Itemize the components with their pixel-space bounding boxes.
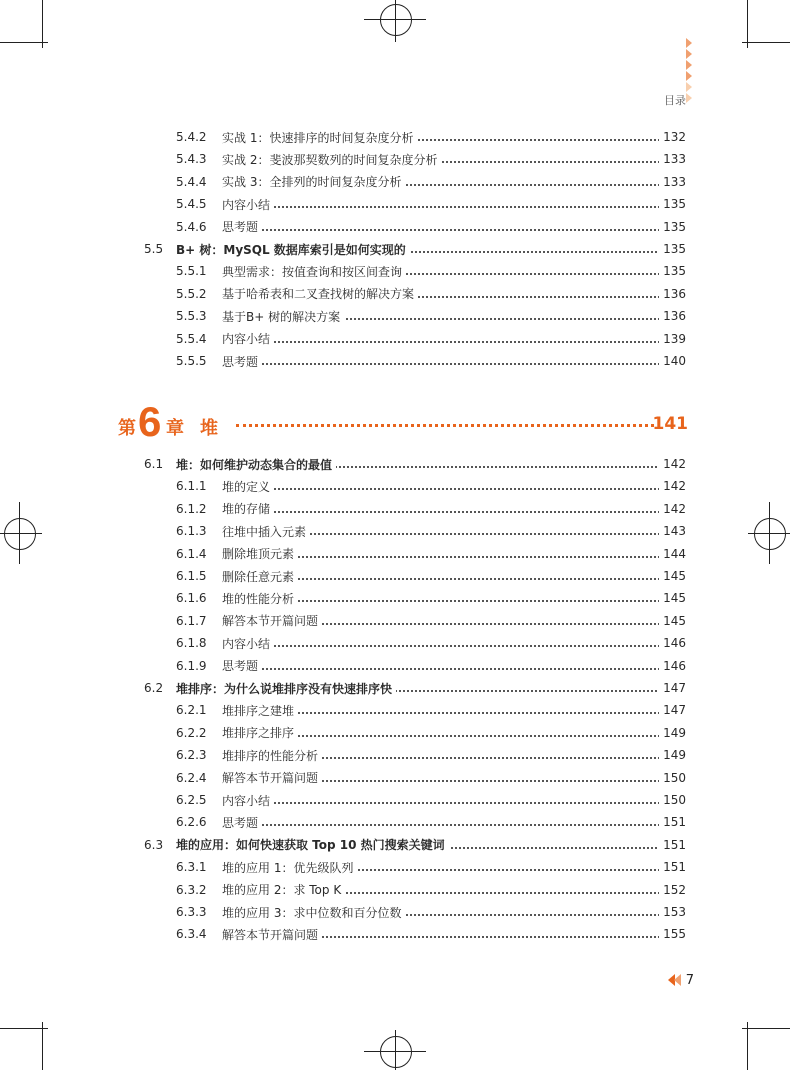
entry-page: 149	[659, 726, 686, 740]
toc-entry[interactable]	[0, 545, 790, 563]
leader-dots	[222, 644, 680, 647]
registration-mark-top	[395, 0, 396, 42]
entry-page: 135	[659, 242, 686, 256]
toc-entry[interactable]	[0, 701, 790, 719]
toc-entry[interactable]	[0, 285, 790, 303]
entry-title: 往堆中插入元素	[222, 523, 310, 540]
entry-number: 6.2.1	[176, 703, 207, 718]
entry-title: 思考题	[222, 353, 262, 370]
toc-entry[interactable]	[0, 589, 790, 607]
toc-entry[interactable]	[0, 925, 790, 943]
entry-title: 删除任意元素	[222, 568, 298, 585]
entry-number: 6.1.1	[176, 479, 207, 494]
toc-section-entry[interactable]	[0, 679, 790, 697]
chapter-prefix: 第	[118, 418, 136, 439]
entry-page: 144	[659, 547, 686, 561]
registration-mark-bottom	[395, 1030, 396, 1070]
entry-page: 147	[659, 703, 686, 717]
entry-title: 堆：如何维护动态集合的最值	[176, 456, 336, 473]
toc-entry[interactable]	[0, 128, 790, 146]
entry-title: 内容小结	[222, 635, 274, 652]
entry-title: 解答本节开篇问题	[222, 926, 322, 943]
entry-page: 135	[659, 264, 686, 278]
entry-page: 139	[659, 332, 686, 346]
crop-mark	[742, 42, 790, 43]
entry-page: 152	[659, 883, 686, 897]
leader-dots	[222, 667, 680, 670]
entry-page: 153	[659, 905, 686, 919]
entry-title: 堆的应用：如何快速获取 Top 10 热门搜索关键词	[176, 836, 449, 853]
entry-page: 150	[659, 771, 686, 785]
entry-title: 堆的存储	[222, 500, 274, 517]
toc-entry[interactable]	[0, 150, 790, 168]
entry-number: 5.5	[144, 242, 164, 256]
entry-number: 6.1.6	[176, 591, 207, 606]
registration-mark-top	[380, 4, 412, 36]
chapter-page: 141	[652, 414, 688, 434]
toc-entry[interactable]	[0, 657, 790, 675]
entry-number: 6.1.4	[176, 546, 207, 561]
entry-number: 6.1.5	[176, 569, 207, 583]
entry-number: 6.1.3	[176, 524, 207, 539]
chapter-number: 6	[138, 398, 162, 445]
toc-entry[interactable]	[0, 173, 790, 191]
entry-title: 堆的应用 3：求中位数和百分位数	[222, 904, 405, 921]
crop-mark	[0, 1028, 48, 1029]
entry-title: 思考题	[222, 657, 262, 674]
entry-title: 堆的应用 2：求 Top K	[222, 881, 345, 898]
toc-entry[interactable]	[0, 746, 790, 764]
crop-mark	[42, 1022, 43, 1070]
entry-title: 堆的定义	[222, 478, 274, 495]
toc-entry[interactable]	[0, 195, 790, 213]
crop-mark	[742, 1028, 790, 1029]
toc-entry[interactable]	[0, 477, 790, 495]
toc-entry[interactable]	[0, 612, 790, 630]
entry-page: 151	[659, 815, 686, 829]
entry-title: 实战 1：快速排序的时间复杂度分析	[222, 129, 417, 146]
entry-page: 155	[659, 927, 686, 941]
side-decoration	[686, 38, 696, 104]
entry-number: 5.5.1	[176, 264, 207, 279]
entry-number: 6.3.4	[176, 927, 207, 942]
chevron-left-icon	[668, 972, 682, 988]
entry-page: 142	[659, 502, 686, 516]
toc-section-entry[interactable]	[0, 455, 790, 473]
entry-page: 133	[659, 175, 686, 189]
crop-mark	[747, 0, 748, 48]
entry-number: 5.4.5	[176, 197, 207, 212]
entry-number: 6.2	[144, 681, 164, 695]
entry-number: 5.4.3	[176, 152, 207, 167]
chapter-title: 堆	[200, 418, 218, 439]
entry-title: 内容小结	[222, 196, 274, 213]
entry-title: 堆排序：为什么说堆排序没有快速排序快	[176, 680, 396, 697]
toc-entry[interactable]	[0, 881, 790, 899]
toc-section-entry[interactable]	[0, 240, 790, 258]
entry-page: 142	[659, 457, 686, 471]
toc-entry[interactable]	[0, 307, 790, 325]
entry-number: 6.3.1	[176, 860, 207, 875]
entry-title: 思考题	[222, 218, 262, 235]
entry-page: 146	[659, 659, 686, 673]
page-footer	[668, 972, 694, 988]
entry-title: 解答本节开篇问题	[222, 612, 322, 629]
entry-page: 135	[659, 197, 686, 211]
entry-page: 136	[659, 309, 686, 323]
entry-page: 145	[659, 569, 686, 583]
running-header: 目录	[664, 94, 686, 107]
entry-title: 典型需求：按值查询和按区间查询	[222, 263, 406, 280]
entry-title: 堆的应用 1：优先级队列	[222, 859, 357, 876]
entry-number: 5.5.3	[176, 309, 207, 324]
registration-mark-bottom	[380, 1036, 412, 1068]
entry-number: 6.2.2	[176, 725, 207, 740]
entry-number: 5.5.2	[176, 286, 207, 301]
entry-page: 149	[659, 748, 686, 762]
crop-mark	[747, 1022, 748, 1070]
toc-entry[interactable]	[0, 522, 790, 540]
entry-page: 145	[659, 614, 686, 628]
leader-dots	[222, 823, 680, 826]
entry-page: 145	[659, 591, 686, 605]
entry-number: 6.1.9	[176, 658, 207, 673]
toc-entry[interactable]	[0, 791, 790, 809]
toc-entry[interactable]	[0, 262, 790, 280]
leader-dots	[222, 205, 680, 208]
chapter-leader-dots	[236, 424, 654, 427]
entry-page: 142	[659, 479, 686, 493]
page-number: 7	[685, 972, 694, 988]
entry-number: 6.2.4	[176, 770, 207, 785]
entry-number: 6.1	[144, 457, 164, 471]
entry-title: 基于B+ 树的解决方案	[222, 308, 344, 325]
leader-dots	[222, 228, 680, 231]
toc-entry[interactable]	[0, 218, 790, 236]
leader-dots	[222, 340, 680, 343]
entry-number: 6.1.7	[176, 613, 207, 628]
entry-title: 思考题	[222, 814, 262, 831]
crop-mark	[42, 0, 43, 48]
entry-page: 135	[659, 220, 686, 234]
entry-page: 146	[659, 636, 686, 650]
entry-number: 6.2.3	[176, 748, 207, 763]
entry-title: 删除堆顶元素	[222, 545, 298, 562]
toc-entry[interactable]	[0, 352, 790, 370]
entry-page: 150	[659, 793, 686, 807]
entry-title: 内容小结	[222, 792, 274, 809]
entry-number: 5.5.4	[176, 331, 207, 346]
entry-number: 5.4.4	[176, 174, 207, 189]
entry-number: 5.4.2	[176, 130, 207, 144]
entry-page: 151	[659, 860, 686, 874]
entry-title: 堆排序之排序	[222, 724, 298, 741]
toc-entry[interactable]	[0, 634, 790, 652]
toc-entry[interactable]	[0, 813, 790, 831]
entry-title: 实战 3：全排列的时间复杂度分析	[222, 173, 405, 190]
entry-page: 133	[659, 152, 686, 166]
leader-dots	[222, 487, 680, 490]
entry-number: 6.1.2	[176, 501, 207, 516]
toc-entry[interactable]	[0, 500, 790, 518]
chapter-heading[interactable]	[118, 398, 688, 445]
toc-entry[interactable]	[0, 724, 790, 742]
leader-dots	[222, 801, 680, 804]
entry-title: 堆的性能分析	[222, 590, 298, 607]
entry-number: 6.2.5	[176, 793, 207, 807]
entry-page: 151	[659, 838, 686, 852]
entry-number: 6.3.2	[176, 882, 207, 897]
toc-entry[interactable]	[0, 903, 790, 921]
leader-dots	[222, 510, 680, 513]
entry-number: 6.3.3	[176, 905, 207, 919]
toc-entry[interactable]	[0, 567, 790, 585]
entry-page: 140	[659, 354, 686, 368]
toc-section-entry[interactable]	[0, 836, 790, 854]
toc-entry[interactable]	[0, 858, 790, 876]
crop-mark	[0, 42, 48, 43]
leader-dots	[222, 362, 680, 365]
entry-page: 143	[659, 524, 686, 538]
toc-entry[interactable]	[0, 769, 790, 787]
entry-title: 解答本节开篇问题	[222, 769, 322, 786]
entry-number: 6.2.6	[176, 815, 207, 830]
entry-title: 内容小结	[222, 330, 274, 347]
entry-title: 基于哈希表和二叉查找树的解决方案	[222, 285, 418, 302]
toc-entry[interactable]	[0, 330, 790, 348]
entry-title: 实战 2：斐波那契数列的时间复杂度分析	[222, 151, 441, 168]
entry-title: 堆排序的性能分析	[222, 747, 322, 764]
entry-number: 6.1.8	[176, 636, 207, 651]
entry-title: 堆排序之建堆	[222, 702, 298, 719]
entry-page: 136	[659, 287, 686, 301]
chapter-suffix: 章	[166, 418, 184, 439]
entry-page: 147	[659, 681, 686, 695]
entry-page: 132	[659, 130, 686, 144]
entry-number: 5.4.6	[176, 219, 207, 234]
entry-title: B+ 树：MySQL 数据库索引是如何实现的	[176, 241, 410, 258]
entry-number: 5.5.5	[176, 354, 207, 368]
entry-number: 6.3	[144, 837, 164, 852]
